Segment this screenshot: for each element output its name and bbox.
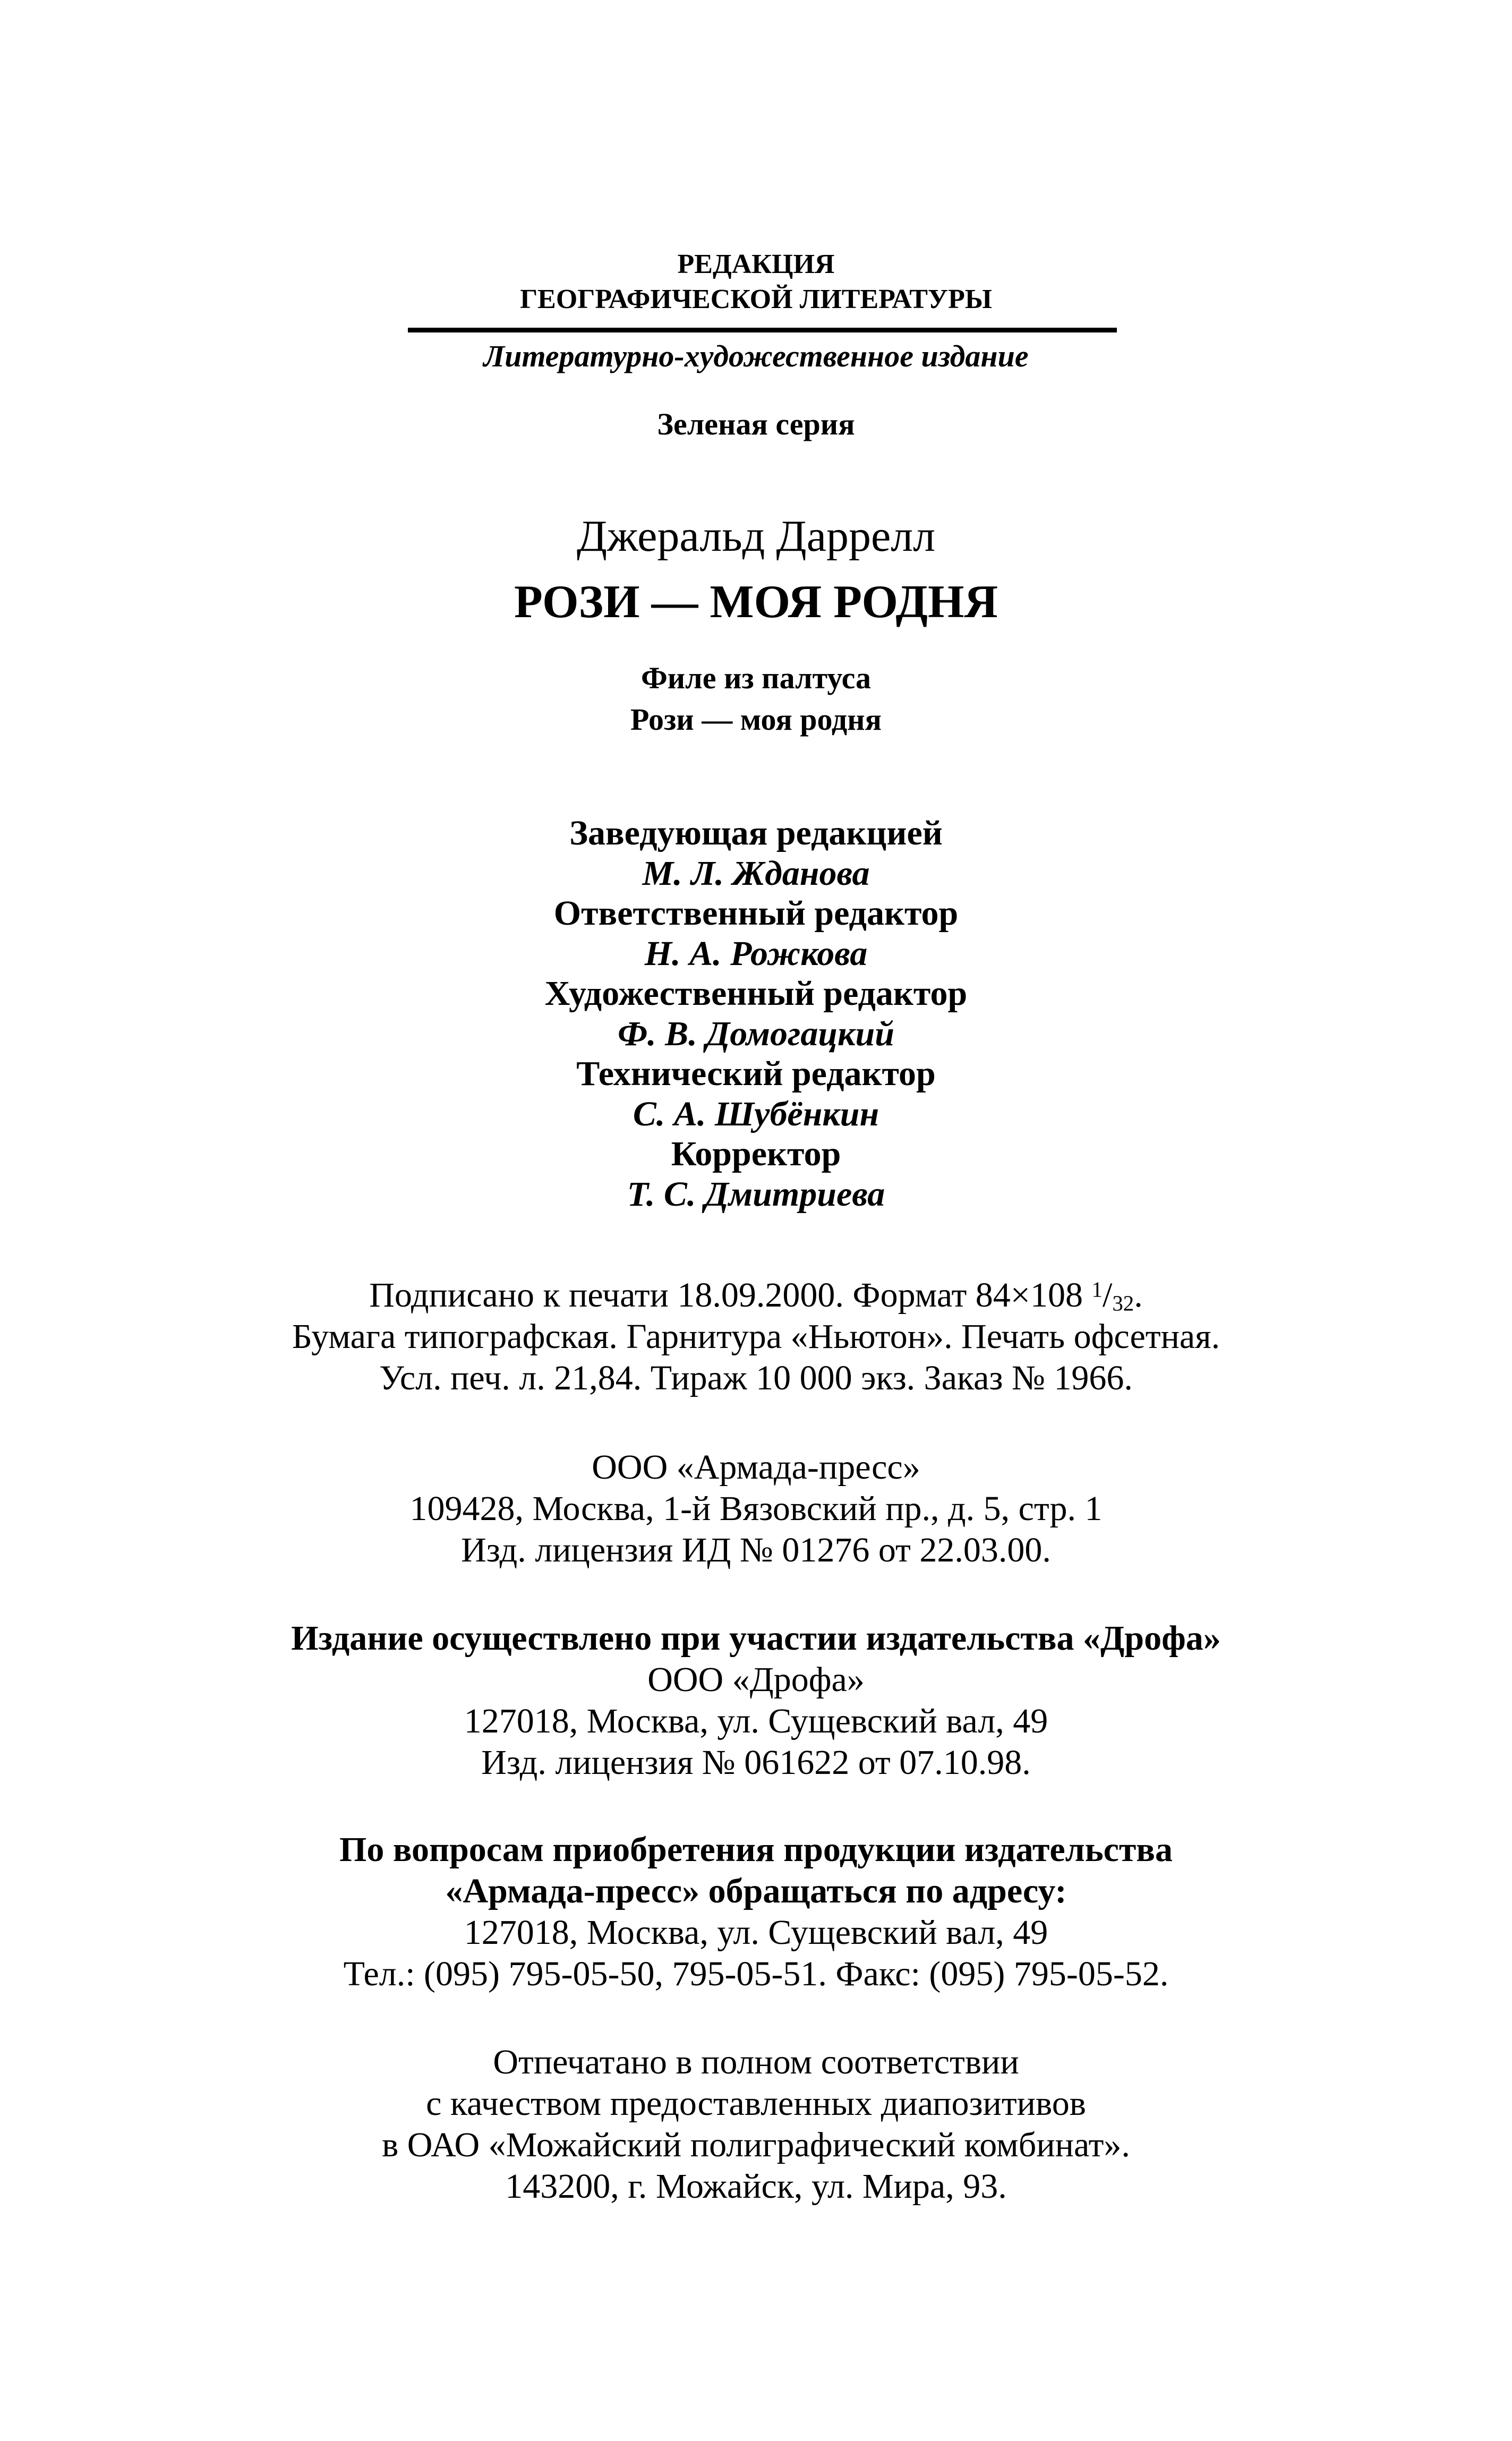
copublisher-license: Изд. лицензия № 061622 от 07.10.98. xyxy=(481,1743,1031,1782)
paper-typeface-line: Бумага типографская. Гарнитура «Ньютон». Печать офсетная. xyxy=(292,1317,1220,1356)
staff-name: Т. С. Дмитриева xyxy=(627,1175,885,1214)
staff-name: М. Л. Жданова xyxy=(642,854,870,893)
printer-note: Отпечатано в полном соответствии xyxy=(493,2043,1019,2081)
staff-name: Ф. В. Домогацкий xyxy=(618,1014,894,1053)
header-divider xyxy=(408,328,1117,332)
format-denominator: 32 xyxy=(1112,1291,1134,1316)
staff-role: Ответственный редактор xyxy=(553,894,959,933)
copublisher-address: 127018, Москва, ул. Сущевский вал, 49 xyxy=(464,1702,1048,1740)
purchase-phones: Тел.: (095) 795-05-50, 795-05-51. Факс: (095) 795-05-52. xyxy=(343,1954,1169,1993)
book-author: Джеральд Даррелл xyxy=(576,511,936,561)
print-signing-line: Подписано к печати 18.09.2000. Формат 84×108 $^1$/32. xyxy=(369,1276,1143,1316)
purchase-address: 127018, Москва, ул. Сущевский вал, 49 xyxy=(464,1913,1048,1952)
publisher-department: РЕДАКЦИЯ xyxy=(677,249,835,279)
publisher-address: 109428, Москва, 1-й Вязовский пр., д. 5, стр. 1 xyxy=(409,1489,1103,1528)
publisher-license: Изд. лицензия ИД № 01276 от 22.03.00. xyxy=(461,1531,1051,1569)
book-title: РОЗИ — МОЯ РОДНЯ xyxy=(514,576,998,628)
staff-role: Технический редактор xyxy=(576,1054,936,1093)
purchase-inquiry-contact: «Армада-пресс» обращаться по адресу: xyxy=(445,1872,1067,1910)
copublisher-note: Издание осуществлено при участии издательства «Дрофа» xyxy=(291,1619,1221,1658)
series-name: Зеленая серия xyxy=(657,407,855,441)
format-numerator: 1 xyxy=(1091,1277,1103,1302)
edition-type: Литературно-художественное издание xyxy=(483,339,1029,373)
contents-item: Рози — моя родня xyxy=(630,702,882,737)
printer-address: 143200, г. Можайск, ул. Мира, 93. xyxy=(505,2167,1007,2206)
print-signing-text: Подписано к печати 18.09.2000. Формат 84×108 xyxy=(369,1276,1092,1315)
staff-name: Н. А. Рожкова xyxy=(644,934,868,973)
purchase-inquiry: По вопросам приобретения продукции издательства xyxy=(339,1830,1173,1869)
staff-role: Заведующая редакцией xyxy=(569,814,943,852)
copublisher-name: ООО «Дрофа» xyxy=(647,1660,865,1699)
print-signing-suffix: . xyxy=(1134,1276,1143,1315)
publisher-name: ООО «Армада-пресс» xyxy=(592,1448,920,1487)
staff-role: Корректор xyxy=(671,1134,841,1173)
printer-name: в ОАО «Можайский полиграфический комбинат». xyxy=(382,2126,1130,2164)
staff-name: С. А. Шубёнкин xyxy=(633,1095,879,1133)
contents-item: Филе из палтуса xyxy=(640,661,872,695)
print-run-line: Усл. печ. л. 21,84. Тираж 10 000 экз. Заказ № 1966. xyxy=(379,1359,1133,1397)
printer-note-quality: с качеством предоставленных диапозитивов xyxy=(426,2084,1086,2123)
publisher-department-subtitle: ГЕОГРАФИЧЕСКОЙ ЛИТЕРАТУРЫ xyxy=(520,284,992,314)
staff-role: Художественный редактор xyxy=(544,974,968,1013)
